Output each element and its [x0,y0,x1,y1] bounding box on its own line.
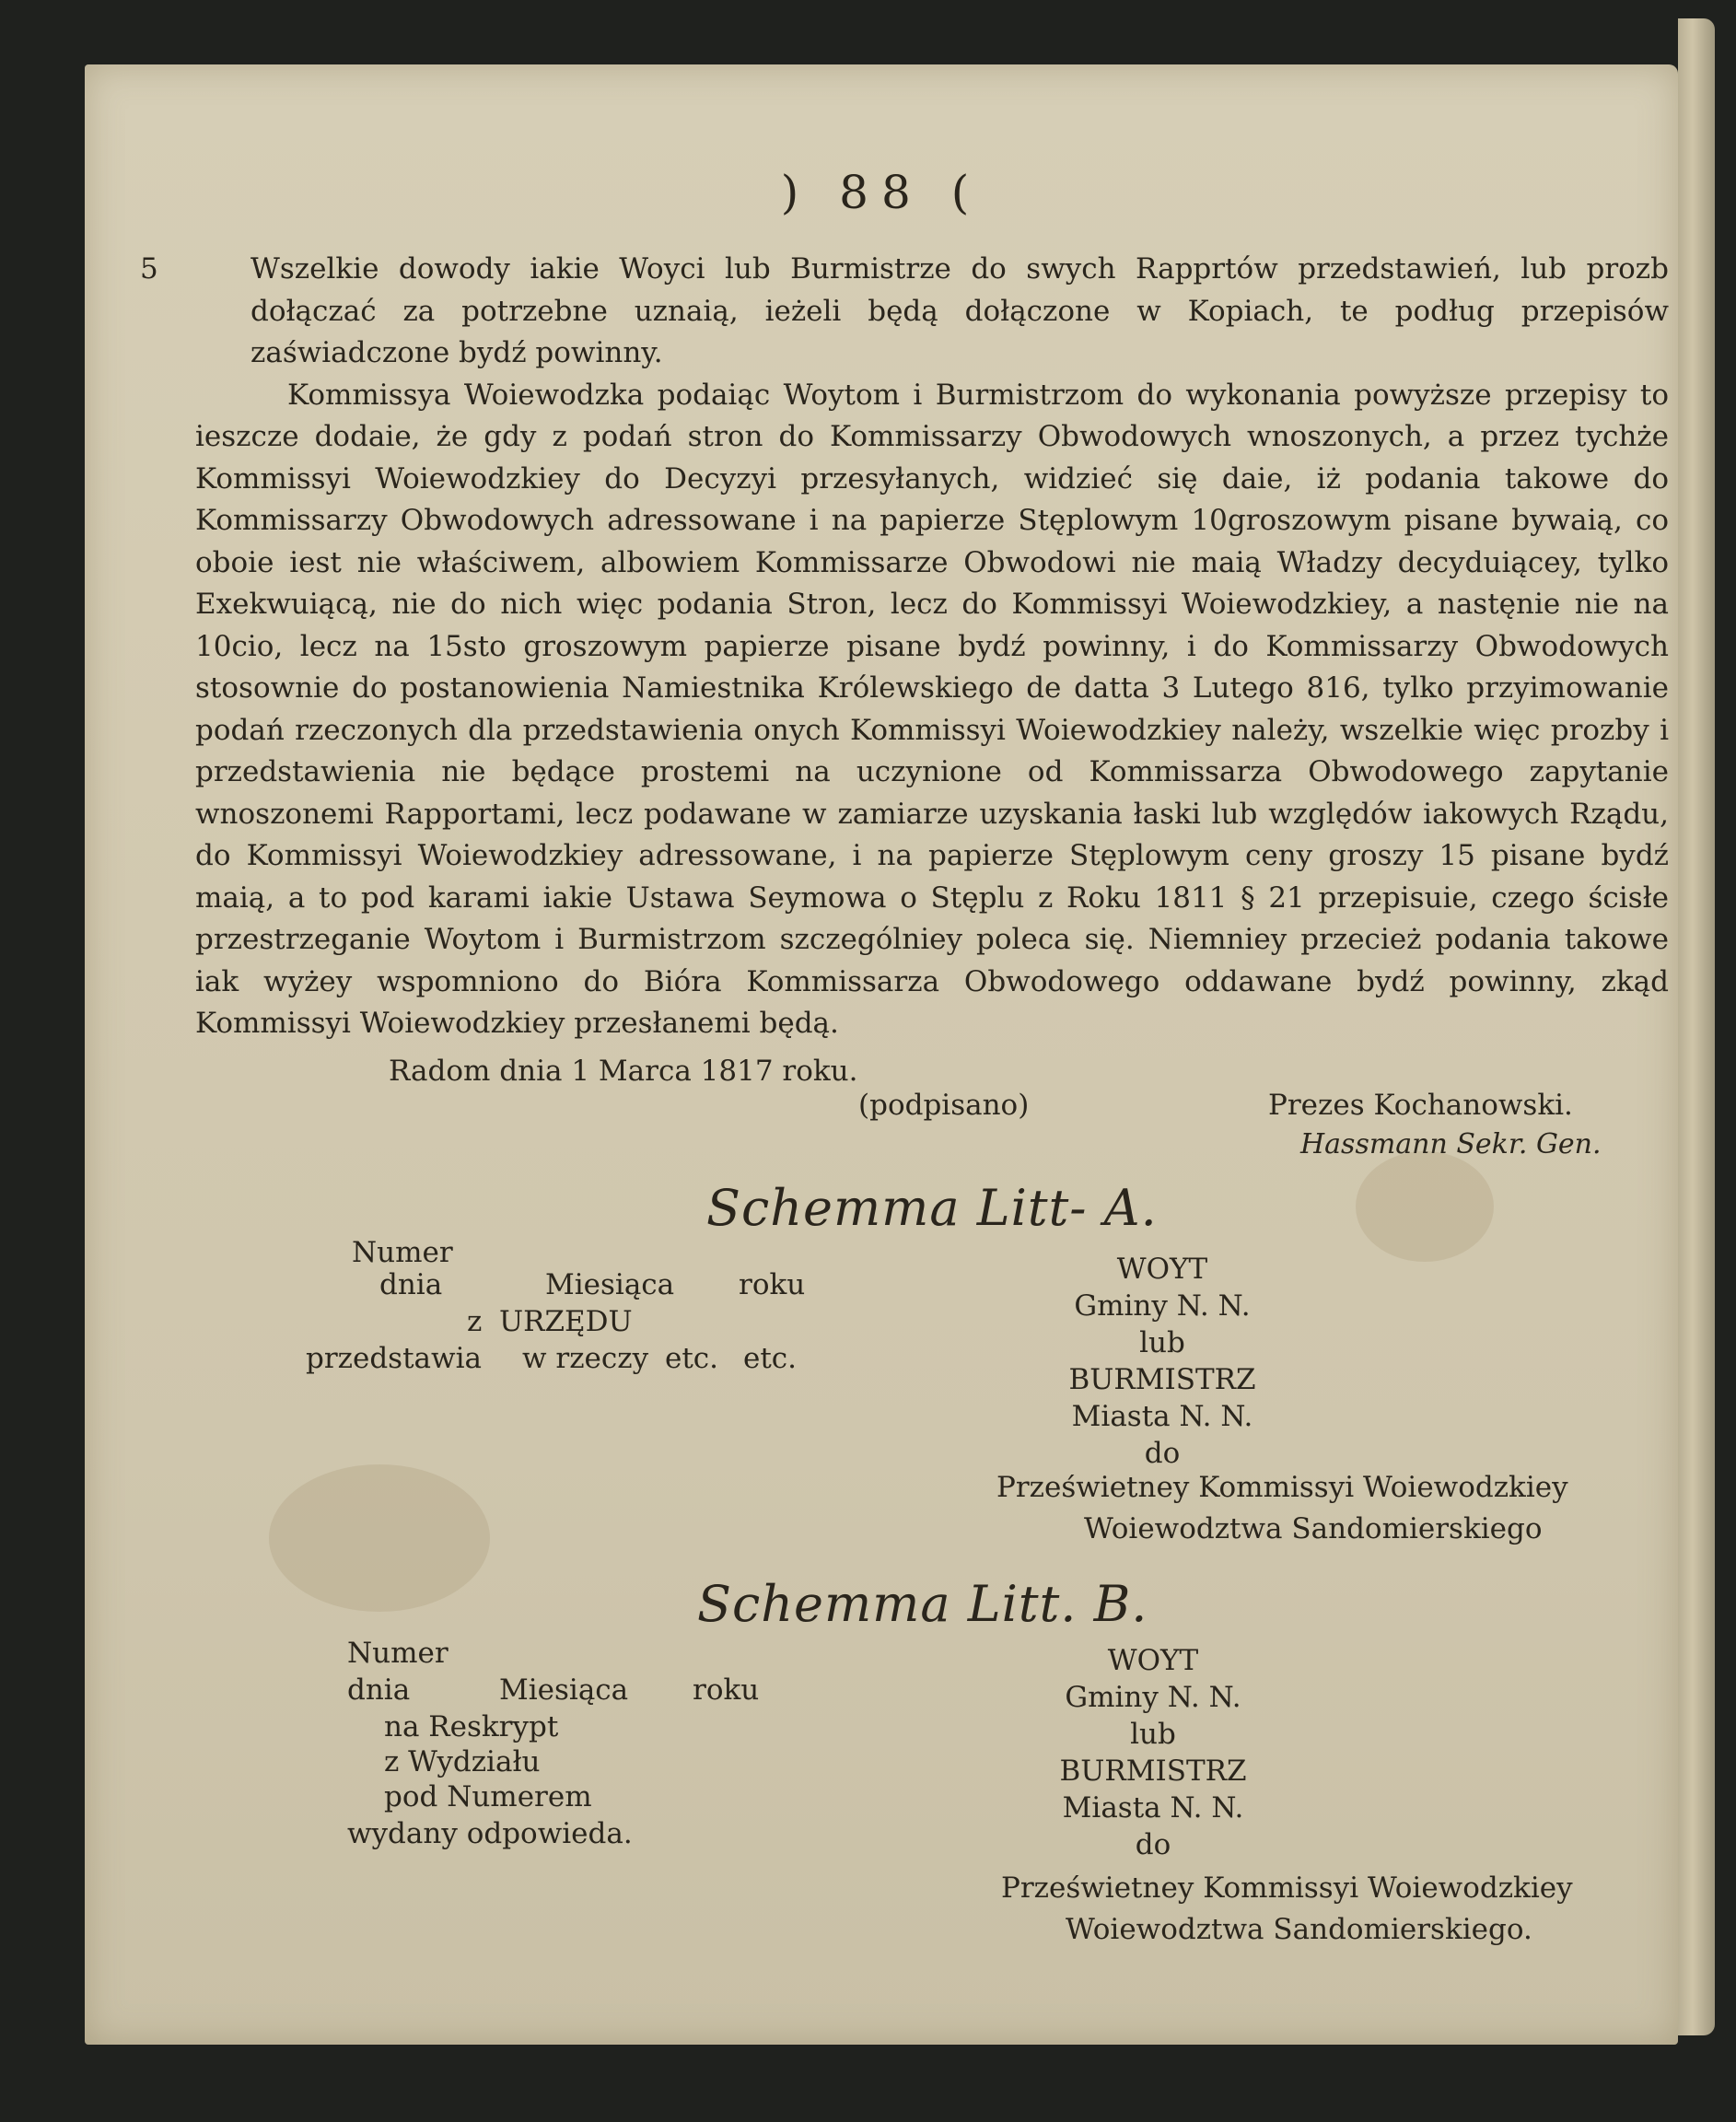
field-etc-2: etc. [743,1342,798,1375]
schema-b-right [978,1644,1328,1865]
page-number: ) 88 ( [780,166,983,219]
field-numer: Numer [347,1637,449,1670]
field-dnia: dnia [379,1268,443,1301]
field-dnia: dnia [347,1673,411,1707]
secretary-signature: Hassmann Sekr. Gen. [1300,1128,1602,1160]
addressee-gminy: Gminy N. N. [1065,1681,1241,1714]
addressee-do: do [1144,1437,1181,1470]
schema-a-left [306,1234,996,1418]
addressee-miasta: Miasta N. N. [1071,1400,1253,1433]
paper-stain [1356,1151,1494,1262]
field-z-wydzialu: z Wydziału [384,1745,541,1778]
field-z: z [467,1305,483,1338]
paragraph-5-text: Wszelkie dowody iakie Woyci lub Burmistrze do swych Rapprtów przedstawień, lub prozb dołączać za potrzebne uznaią, ieżeli będą dołączone w Kopiach, te podług przepisów zaświadczone bydź powinny. [250,252,1669,369]
page-edge [1678,18,1715,2035]
schema-a-right [987,1253,1337,1474]
field-w-rzeczy: w rzeczy [522,1342,649,1375]
field-roku: roku [693,1673,760,1707]
field-roku: roku [739,1268,806,1301]
addressee-woyt: WOYT [1116,1253,1208,1286]
addressee-woyt: WOYT [1107,1644,1199,1677]
addressee-burmistrz: BURMISTRZ [1059,1755,1247,1788]
field-urzedu: URZĘDU [499,1305,633,1338]
field-pod-numerem: pod Numerem [384,1780,592,1813]
addressee-gminy: Gminy N. N. [1074,1289,1251,1323]
body-text [140,249,1669,1045]
addressee-burmistrz: BURMISTRZ [1068,1363,1256,1396]
date-line: Radom dnia 1 Marca 1817 roku. [389,1055,858,1088]
schema-a-title: Schemma Litt- A. [706,1179,1158,1237]
addressee-lub: lub [1139,1326,1185,1359]
field-przedstawia: przedstawia [306,1342,482,1375]
schema-a-woiewodztwa: Woiewodztwa Sandomierskiego [1084,1512,1543,1545]
field-miesiaca: Miesiąca [499,1673,629,1707]
book-page [85,64,1678,2045]
field-na-reskrypt: na Reskrypt [384,1710,559,1743]
schema-a-kommissyi: Prześwietney Kommissyi Woiewodzkiey [996,1471,1568,1504]
field-numer: Numer [352,1236,453,1269]
paper-stain [269,1464,490,1612]
addressee-do: do [1135,1828,1171,1861]
signed-note: (podpisano) [858,1089,1030,1122]
schema-b-left [347,1635,992,1850]
president-signature: Prezes Kochanowski. [1268,1089,1573,1122]
schema-b-title: Schemma Litt. B. [697,1575,1148,1633]
field-etc-1: etc. [665,1342,719,1375]
field-wydany: wydany odpowieda. [347,1817,633,1850]
schema-b-kommissyi: Prześwietney Kommissyi Woiewodzkiey [1001,1871,1573,1905]
schema-b-woiewodztwa: Woiewodztwa Sandomierskiego. [1066,1913,1532,1946]
paragraph-5 [140,249,1669,375]
paragraph-kommissya: Kommissya Woiewodzka podaiąc Woytom i Burmistrzom do wykonania powyższe przepisy to ieszcze dodaie, że gdy z podań stron do Kommissarzy Obwodowych wnoszonych, a przez tychże Kommissyi Woiewodzkiey do Decyzyi przesyłanych, widzieć się daie, iż podania takowe do Kommissarzy Obwodowych adressowane i na papierze Stęplowym 10groszowym pisane bywaią, co oboie iest nie właściwem, albowiem Kommissarze Obwodowi nie maią Władzy decyduiącey, tylko Exekwuiącą, nie do nich więc podania Stron, lecz do Kommissyi Woiewodzkiey, a nastęnie nie na 10cio, lecz na 15sto groszowym papierze pisane bydź powinny, i do Kommissarzy Obwodowych stosownie do postanowienia Namiestnika Królewskiego de datta 3 Lutego 816, tylko przyimowanie podań rzeczonych dla przedstawienia onych Kommissyi Woiewodzkiey należy, wszelkie więc prozby i przedstawienia nie będące prostemi na uczynione od Kommissarza Obwodowego zapytanie wnoszonemi Rapportami, lecz podawane w zamiarze uzyskania łaski lub względów iakowych Rządu, do Kommissyi Woiewodzkiey adressowane, i na papierze Stęplowym ceny groszy 15 pisane bydź maią, a to pod karami iakie Ustawa Seymowa o Stęplu z Roku 1811 § 21 przepisuie, czego ścisłe przestrzeganie Woytom i Burmistrzom szczególniey poleca się. Niemniey przecież podania takowe iak wyżey wspomniono do Bióra Kommissarza Obwodowego oddawane bydź powinny, zkąd Kommissyi Woiewodzkiey przesłanemi będą. [195,378,1669,1040]
addressee-miasta: Miasta N. N. [1062,1791,1244,1825]
paragraph-number: 5 [140,252,158,286]
addressee-lub: lub [1130,1718,1176,1751]
field-miesiaca: Miesiąca [545,1268,675,1301]
